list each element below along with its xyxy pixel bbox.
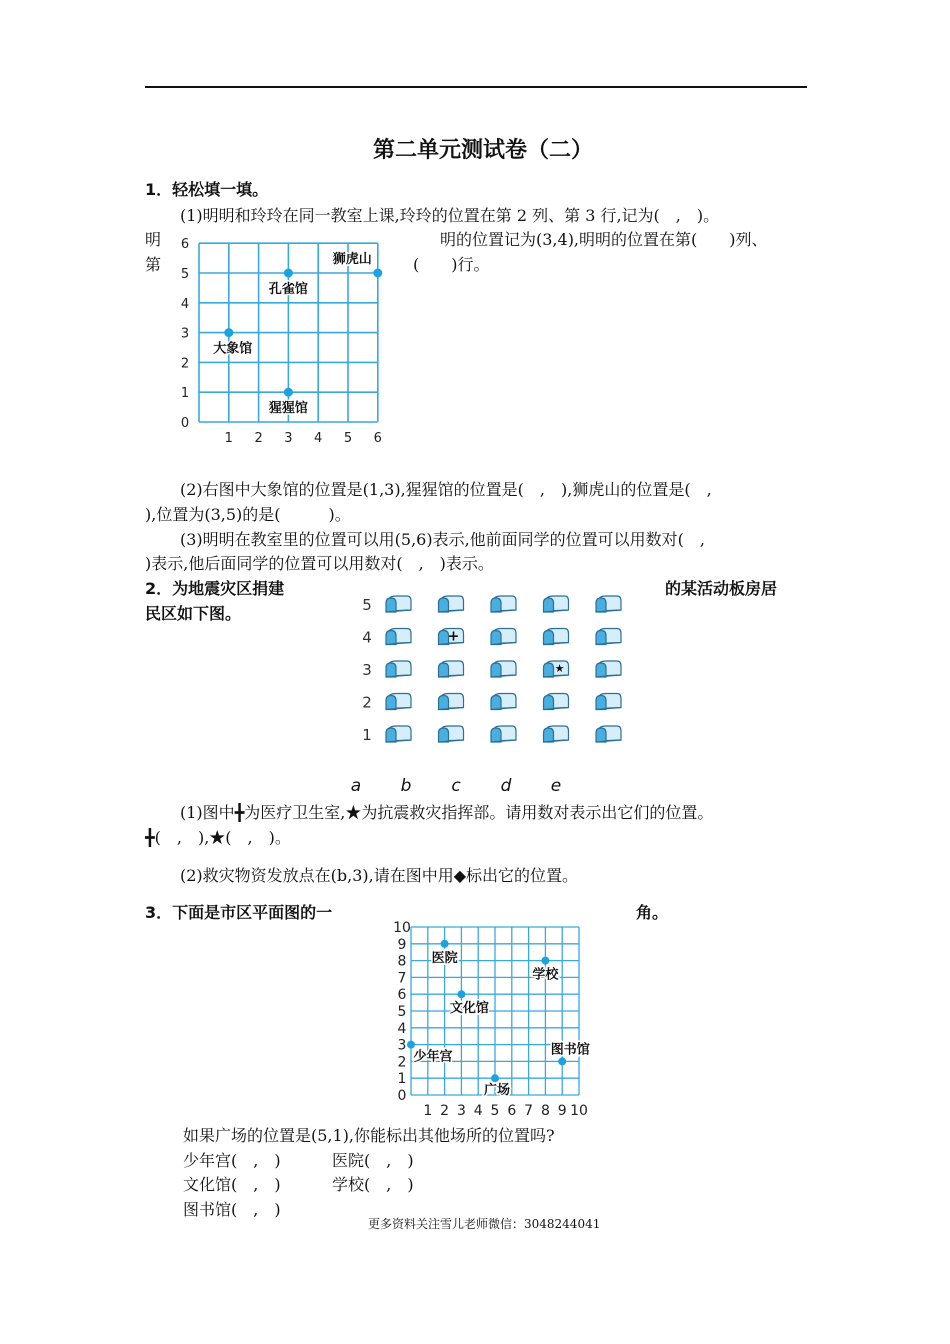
point-marker	[284, 269, 293, 278]
house-icon	[386, 596, 411, 612]
row-label: 5	[362, 596, 372, 614]
x-tick-label: 6	[507, 1103, 517, 1119]
row-label: 1	[362, 726, 372, 744]
q3-heading-left: 3．下面是市区平面图的一	[145, 903, 333, 922]
q1-p1-left1: 明	[145, 230, 162, 249]
house-icon	[596, 694, 621, 710]
x-tick-label: 5	[343, 431, 353, 446]
y-tick-label: 7	[397, 970, 407, 987]
q3-answer-wenhuaguan: 文化馆( , )	[183, 1175, 281, 1194]
house-icon	[544, 726, 569, 742]
column-label: b	[400, 776, 412, 796]
q2-heading-left: 2．为地震灾区捐建	[145, 579, 285, 598]
x-tick-label: 9	[557, 1103, 567, 1119]
y-tick-label: 5	[397, 1004, 407, 1020]
q3-heading-right: 角。	[636, 903, 669, 922]
point-marker	[441, 940, 449, 948]
house-icon	[439, 726, 464, 742]
house-icon	[544, 629, 569, 645]
house-icon	[491, 726, 516, 742]
point-marker	[457, 990, 465, 998]
house-icon	[491, 596, 516, 612]
y-tick-label: 4	[180, 296, 190, 312]
q1-p3-line1: (3)明明在教室里的位置可以用(5,6)表示,他前面同学的位置可以用数对( ,	[180, 530, 706, 549]
q1-p1-left2: 第	[145, 255, 162, 274]
x-tick-label: 10	[570, 1103, 588, 1119]
x-tick-label: 4	[314, 431, 323, 446]
house-icon	[386, 661, 411, 677]
q1-heading: 1．轻松填一填。	[145, 180, 269, 199]
y-tick-label: 9	[397, 936, 407, 953]
x-tick-label: 7	[524, 1103, 534, 1119]
x-tick-label: 2	[254, 431, 263, 446]
q2-p1-line2: ╋( , ),★( , )。	[145, 828, 291, 847]
y-tick-label: 2	[180, 356, 190, 372]
q1-p2-line1: (2)右图中大象馆的位置是(1,3),猩猩馆的位置是( , ),狮虎山的位置是( ,	[180, 480, 712, 499]
x-tick-label: 5	[490, 1103, 500, 1119]
house-icon	[596, 596, 621, 612]
q3-answer-yiyuan: 医院( , )	[332, 1151, 414, 1170]
y-tick-label: 5	[180, 267, 190, 282]
house-icon	[596, 629, 621, 645]
housing-grid	[350, 588, 640, 803]
q3-answer-tushuguan: 图书馆( , )	[183, 1200, 281, 1219]
point-marker	[373, 269, 382, 278]
house-icon	[386, 629, 411, 645]
y-tick-label: 3	[397, 1037, 407, 1054]
y-tick-label: 6	[397, 987, 407, 1004]
row-label: 2	[362, 693, 372, 712]
q2-p2: (2)救灾物资发放点在(b,3),请在图中用◆标出它的位置。	[180, 866, 579, 885]
house-icon	[386, 694, 411, 710]
point-marker	[541, 957, 549, 965]
q2-heading-line2: 民区如下图。	[145, 604, 242, 623]
zoo-coordinate-grid	[170, 232, 410, 452]
y-tick-label: 3	[180, 326, 190, 342]
q2-heading-right: 的某活动板房居	[665, 579, 778, 598]
point-label: 孔雀馆	[268, 282, 308, 297]
q1-p1-line2: 明的位置记为(3,4),明明的位置在第( )列、	[440, 230, 768, 249]
column-label: d	[500, 776, 512, 796]
point-label: 医院	[431, 950, 458, 966]
footer-note: 更多资料关注雪儿老师微信：3048244041	[368, 1217, 601, 1231]
q1-p3-line2: )表示,他后面同学的位置可以用数对( , )表示。	[145, 554, 494, 573]
city-coordinate-grid	[390, 915, 615, 1120]
column-label: c	[451, 776, 461, 796]
house-icon	[544, 694, 569, 710]
y-tick-label: 4	[397, 1020, 407, 1037]
house-icon	[439, 694, 464, 710]
point-label: 图书馆	[550, 1042, 590, 1058]
house-icon	[439, 661, 464, 677]
point-label: 文化馆	[449, 1001, 489, 1017]
command-star-marker: ★	[554, 662, 565, 675]
x-tick-label: 4	[473, 1103, 483, 1119]
point-label: 广场	[483, 1083, 511, 1099]
page-title: 第二单元测试卷（二）	[373, 137, 594, 163]
y-tick-label: 0	[397, 1088, 407, 1104]
house-icon	[491, 694, 516, 710]
q2-p1-line1: (1)图中╋为医疗卫生室,★为抗震救灾指挥部。请用数对表示出它们的位置。	[180, 803, 714, 822]
house-icon	[596, 726, 621, 742]
point-label: 少年宫	[413, 1049, 453, 1065]
house-icon	[491, 629, 516, 645]
y-tick-label: 2	[397, 1054, 407, 1071]
y-tick-label: 0	[180, 416, 190, 431]
y-tick-label: 6	[180, 237, 190, 253]
point-label: 狮虎山	[332, 252, 372, 267]
y-tick-label: 1	[180, 386, 190, 402]
y-tick-label: 8	[397, 953, 407, 970]
q1-p1-line1: (1)明明和玲玲在同一教室上课,玲玲的位置在第 2 列、第 3 行,记为( , )。	[180, 206, 720, 225]
row-label: 3	[362, 661, 372, 679]
point-marker	[224, 328, 233, 337]
x-tick-label: 1	[423, 1103, 433, 1119]
column-label: a	[350, 776, 362, 796]
point-marker	[558, 1057, 566, 1065]
house-icon	[386, 726, 411, 742]
house-icon	[544, 596, 569, 612]
y-tick-label: 10	[393, 920, 411, 936]
q1-p2-line2: ),位置为(3,5)的是( )。	[145, 505, 351, 524]
column-label: e	[550, 776, 562, 796]
x-tick-label: 2	[440, 1103, 450, 1119]
q3-answer-shaoniangong: 少年宫( , )	[183, 1151, 281, 1170]
header-rule	[145, 86, 807, 88]
house-icon	[439, 596, 464, 612]
medical-cross-marker: +	[447, 628, 460, 645]
x-tick-label: 6	[373, 431, 382, 446]
row-label: 4	[362, 628, 372, 647]
x-tick-label: 3	[456, 1103, 466, 1119]
point-marker	[407, 1041, 415, 1049]
y-tick-label: 1	[397, 1071, 407, 1088]
point-marker	[491, 1074, 499, 1082]
q3-question: 如果广场的位置是(5,1),你能标出其他场所的位置吗?	[183, 1126, 555, 1145]
house-icon	[596, 661, 621, 677]
house-icon	[491, 661, 516, 677]
x-tick-label: 1	[224, 431, 233, 446]
point-marker	[284, 388, 293, 397]
q1-p1-line3: ( )行。	[413, 255, 490, 274]
x-tick-label: 3	[284, 431, 293, 446]
point-label: 大象馆	[213, 341, 253, 357]
point-label: 猩猩馆	[268, 401, 308, 417]
q3-answer-xuexiao: 学校( , )	[332, 1175, 414, 1194]
x-tick-label: 8	[540, 1103, 550, 1119]
point-label: 学校	[532, 967, 559, 983]
